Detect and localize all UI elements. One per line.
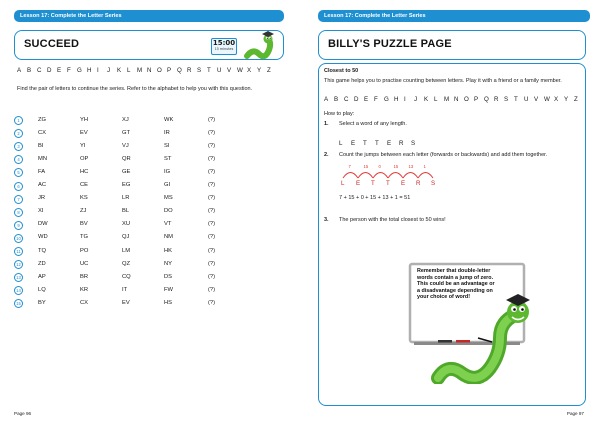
question-number: 3 [14,142,23,151]
page-number: Page 96 [14,411,32,416]
alphabet-letter: N [147,67,152,74]
alphabet-letter: R [187,67,192,74]
letter-pair: BL [122,208,130,215]
alphabet-letter: I [97,67,99,74]
question-number: 1 [14,116,23,125]
alphabet-letter: O [464,96,469,103]
letter-pair: ZJ [80,208,87,215]
answer-placeholder[interactable]: (?) [208,273,216,280]
timer-badge [211,38,237,55]
diagram-letter: L [341,180,345,187]
right-page [300,0,600,423]
answer-placeholder[interactable]: (?) [208,286,216,293]
letter-pair: BV [80,221,88,228]
jump-count: 7 [348,164,351,169]
word-letter: T [363,140,367,147]
question-row [14,195,284,205]
jump-arc [403,173,418,179]
letter-pair: JR [38,195,46,202]
letter-pair: TG [80,234,89,241]
page-number-right: Page 97 [566,411,584,416]
alphabet-letter: Q [484,96,489,103]
jump-arc [388,173,403,179]
alphabet-letter: W [544,96,550,103]
alphabet-letter: T [207,67,211,74]
step-2-number: 2. [324,152,329,158]
letter-pair: MN [38,155,48,162]
alphabet-letter: K [117,67,122,74]
answer-placeholder[interactable]: (?) [208,247,216,254]
answer-placeholder[interactable]: (?) [208,221,216,228]
alphabet-letter: K [424,96,429,103]
letter-pair: EG [122,182,131,188]
question-number: 9 [14,221,23,230]
answer-placeholder[interactable]: (?) [208,208,216,215]
example-word [339,130,423,149]
step-2-text: Count the jumps between each letter (forwards or backwards) and add them together. [339,152,548,158]
alphabet-letter: B [27,67,32,74]
jump-count: 1 [423,164,426,169]
letter-pair: CX [80,299,89,306]
lesson-header-text: Lesson 17: Complete the Letter Series [20,13,122,19]
letter-pair: GE [122,168,131,175]
diagram-letter: T [386,180,390,187]
letter-pair: SI [164,142,170,149]
letter-pair: QZ [122,260,131,267]
question-number: 5 [14,168,23,177]
alphabet-letter: S [504,96,509,103]
page-title-right: BILLY'S PUZZLE PAGE [328,38,452,50]
answer-placeholder[interactable]: (?) [208,260,216,267]
question-row [14,286,284,296]
question-row [14,273,284,283]
alphabet-letter: U [524,96,529,103]
letter-pair: AC [38,182,47,188]
letter-pair: KS [80,195,88,202]
letter-pair: HC [80,168,89,175]
word-letter: E [387,140,392,147]
jump-arc [373,173,388,179]
alphabet-letter: M [444,96,450,103]
question-row [14,142,284,152]
alphabet-letter: D [354,96,359,103]
page-title: SUCCEED [24,38,80,50]
question-row [14,168,284,178]
letter-pair: XU [122,221,131,228]
word-letter: S [411,140,416,147]
alphabet-letter: P [474,96,479,103]
lesson-header-bar-right [318,10,590,22]
lesson-header-bar [14,10,284,22]
jump-arc [358,173,373,179]
word-letter: R [399,140,404,147]
letter-pair: WK [164,116,174,123]
alphabet-row-right [324,96,584,103]
diagram-letter: E [401,180,406,187]
alphabet-letter: Y [564,96,569,103]
letter-pair: ST [164,155,172,162]
question-number: 4 [14,155,23,164]
step-1-text: Select a word of any length. [339,121,407,127]
letter-pair: FW [164,286,174,293]
answer-placeholder[interactable]: (?) [208,129,216,136]
question-row [14,208,284,218]
letter-pair: TQ [38,247,47,254]
intro-text: This game helps you to practise counting between letters. Play it with a friend or a family member. [324,78,562,84]
instructions: Find the pair of letters to continue the series. Refer to the alphabet to help you with this question. [17,86,253,92]
alphabet-letter: R [494,96,499,103]
alphabet-letter: V [227,67,232,74]
alphabet-letter: A [17,67,22,74]
letter-pair: EV [80,129,88,136]
letter-pair: ZD [38,260,46,267]
alphabet-letter: L [434,96,438,103]
alphabet-letter: Z [574,96,578,103]
jump-count: 13 [408,164,414,169]
answer-placeholder[interactable]: (?) [208,234,216,241]
question-row [14,129,284,139]
jump-count: 0 [378,164,381,169]
letter-pair: NY [164,260,173,267]
alphabet-letter: P [167,67,172,74]
diagram-letter: E [356,180,361,187]
letter-pair: CE [80,182,89,188]
letter-pair: ZG [38,116,47,123]
jump-arc [343,173,358,179]
question-number: 12 [14,260,23,269]
letter-pair: UC [80,260,89,267]
worm-mascot-icon [241,30,283,60]
question-number: 15 [14,299,23,308]
question-row [14,155,284,165]
alphabet-letter: E [57,67,62,74]
jump-count: 15 [363,164,369,169]
question-number: 14 [14,286,23,295]
letter-pair: YH [80,116,89,123]
letter-pair: BY [38,299,46,306]
jump-diagram [336,161,456,189]
alphabet-letter: M [137,67,143,74]
word-letter: E [351,140,356,147]
question-number: 7 [14,195,23,204]
letter-pair: WD [38,234,48,241]
letter-pair: NM [164,234,174,241]
lesson-header-text-right: Lesson 17: Complete the Letter Series [324,13,426,19]
letter-pair: CX [38,129,47,136]
alphabet-letter: I [404,96,406,103]
letter-pair: YI [80,142,86,149]
alphabet-letter: S [197,67,202,74]
question-number: 8 [14,208,23,217]
alphabet-letter: C [344,96,349,103]
whiteboard-text: Remember that double-letter words contain a jump of zero. This could be an advantage or a disadvantage depending on your choice of word! [417,268,495,301]
alphabet-letter: J [107,67,111,74]
letter-pair: IR [164,129,170,136]
letter-pair: GT [122,129,131,136]
question-row [14,221,284,231]
question-row [14,260,284,270]
letter-pair: QJ [122,234,130,241]
jump-count: 15 [393,164,399,169]
section-title: Closest to 50 [324,68,359,74]
step-3-number: 3. [324,217,329,223]
question-number: 2 [14,129,23,138]
alphabet-letter: H [394,96,399,103]
alphabet-letter: G [77,67,82,74]
letter-pair: HS [164,299,173,306]
letter-pair: VJ [122,142,129,149]
letter-pair: IT [122,286,128,293]
alphabet-letter: W [237,67,243,74]
answer-placeholder[interactable]: (?) [208,168,216,175]
letter-pair: GI [164,182,171,188]
letter-pair: LQ [38,286,46,293]
letter-pair: XI [38,208,44,215]
alphabet-letter: A [324,96,329,103]
question-number: 13 [14,273,23,282]
question-number: 6 [14,182,23,191]
alphabet-letter: F [374,96,378,103]
letter-pair: KR [80,286,89,293]
alphabet-letter: T [514,96,518,103]
alphabet-letter: V [534,96,539,103]
question-row [14,182,284,192]
letter-pair: OP [80,155,89,162]
title-box-right [318,30,586,60]
how-to-play-label: How to play: [324,111,355,117]
diagram-letter: T [371,180,375,187]
answer-placeholder[interactable]: (?) [208,182,216,188]
alphabet-letter: H [87,67,92,74]
alphabet-row [17,67,277,74]
letter-pair: DS [164,273,173,280]
letter-pair: LR [122,195,130,202]
letter-pair: DW [38,221,48,228]
question-row [14,247,284,257]
answer-placeholder[interactable]: (?) [208,142,216,149]
alphabet-letter: U [217,67,222,74]
step-1-number: 1. [324,121,329,127]
word-letter: L [339,140,343,147]
letter-pair: CQ [122,273,131,280]
alphabet-letter: L [127,67,131,74]
alphabet-letter: G [384,96,389,103]
jump-arc [418,173,433,179]
answer-placeholder[interactable]: (?) [208,299,216,306]
letter-pair: LM [122,247,131,254]
alphabet-letter: J [414,96,418,103]
alphabet-letter: X [247,67,252,74]
alphabet-letter: F [67,67,71,74]
word-letter: T [375,140,379,147]
step-3-text: The person with the total closest to 50 wins! [339,217,446,223]
letter-pair: MS [164,195,173,202]
diagram-letter: R [416,180,421,187]
sum-equation: 7 + 15 + 0 + 15 + 13 + 1 = 51 [339,195,411,201]
alphabet-letter: E [364,96,369,103]
letter-pair: IG [164,168,171,175]
timer-label: 15 minutes [214,47,234,51]
alphabet-letter: B [334,96,339,103]
alphabet-letter: D [47,67,52,74]
answer-placeholder[interactable]: (?) [208,116,216,123]
alphabet-letter: Z [267,67,271,74]
letter-pair: VT [164,221,172,228]
alphabet-letter: C [37,67,42,74]
diagram-letter: S [431,180,436,187]
alphabet-letter: X [554,96,559,103]
question-row [14,299,284,309]
answer-placeholder[interactable]: (?) [208,195,216,202]
alphabet-letter: Q [177,67,182,74]
question-number: 10 [14,234,23,243]
letter-pair: BI [38,142,44,149]
letter-pair: FA [38,168,46,175]
alphabet-letter: N [454,96,459,103]
timer-time: 15:00 [212,39,236,47]
letter-pair: QR [122,155,131,162]
question-number: 11 [14,247,23,256]
letter-pair: XJ [122,116,129,123]
letter-pair: DO [164,208,173,215]
alphabet-letter: Y [257,67,262,74]
letter-pair: HK [164,247,173,254]
letter-pair: EV [122,299,130,306]
letter-pair: AP [38,273,46,280]
letter-pair: PO [80,247,89,254]
question-row [14,234,284,244]
alphabet-letter: O [157,67,162,74]
letter-pair: BR [80,273,89,280]
answer-placeholder[interactable]: (?) [208,155,216,162]
question-row [14,116,284,126]
